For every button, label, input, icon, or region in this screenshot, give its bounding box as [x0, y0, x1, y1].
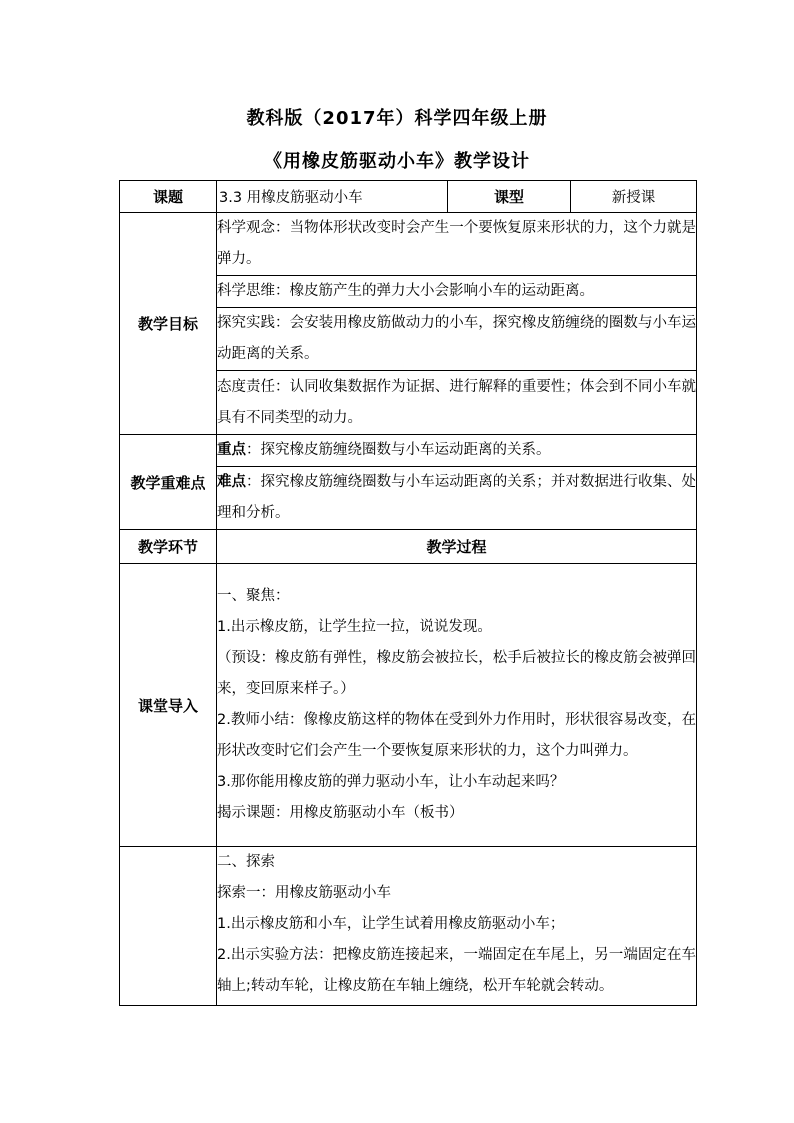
objective-row	[120, 213, 697, 276]
header-row	[120, 181, 697, 213]
document-title: 教科版（2017年）科学四年级上册	[246, 108, 548, 129]
explore-row	[120, 847, 697, 1006]
topic-label: 课题	[120, 181, 217, 213]
process-header-row	[120, 530, 697, 564]
explore-content	[217, 847, 697, 1006]
stage-header: 教学环节	[120, 530, 217, 564]
intro-label: 课堂导入	[120, 564, 217, 847]
explore-line: 二、探索	[217, 854, 275, 870]
key-point-row	[120, 435, 697, 467]
intro-content	[217, 564, 697, 847]
intro-line: （预设：橡皮筋有弹性，橡皮筋会被拉长，松手后被拉长的橡皮筋会被弹回来，变回原来样子。）	[217, 650, 696, 697]
intro-row	[120, 564, 697, 847]
difficult-point-item	[217, 467, 697, 530]
key-point-text: ：探究橡皮筋缠绕圈数与小车运动距离的关系。	[246, 442, 551, 458]
explore-label	[120, 847, 217, 1006]
key-point-item	[217, 435, 697, 467]
difficult-point-tag: 难点	[217, 474, 247, 490]
intro-line: 一、聚焦：	[217, 588, 290, 604]
objective-item: 科学思维：橡皮筋产生的弹力大小会影响小车的运动距离。	[217, 276, 697, 308]
explore-line: 1.出示橡皮筋和小车，让学生试着用橡皮筋驱动小车；	[217, 916, 565, 932]
key-point-tag: 重点	[217, 442, 246, 458]
objective-item: 科学观念：当物体形状改变时会产生一个要恢复原来形状的力，这个力就是弹力。	[217, 213, 697, 276]
objective-item: 探究实践：会安装用橡皮筋做动力的小车，探究橡皮筋缠绕的圈数与小车运动距离的关系。	[217, 308, 697, 371]
topic-value: 3.3 用橡皮筋驱动小车	[217, 181, 448, 213]
intro-line: 1.出示橡皮筋，让学生拉一拉，说说发现。	[217, 619, 492, 635]
intro-line: 3.那你能用橡皮筋的弹力驱动小车，让小车动起来吗？	[217, 774, 565, 790]
intro-line: 揭示课题：用橡皮筋驱动小车（板书）	[217, 805, 464, 821]
difficult-point-text: ：探究橡皮筋缠绕圈数与小车运动距离的关系；并对数据进行收集、处理和分析。	[217, 474, 696, 521]
type-label: 课型	[448, 181, 571, 213]
explore-line: 2.出示实验方法：把橡皮筋连接起来，一端固定在车尾上，另一端固定在车轴上;转动车轮，让橡皮筋在车轴上缠绕，松开车轮就会转动。	[217, 947, 696, 994]
type-value: 新授课	[571, 181, 697, 213]
explore-line: 探索一：用橡皮筋驱动小车	[217, 885, 391, 901]
objectives-label: 教学目标	[120, 213, 217, 435]
document-subtitle: 《用橡皮筋驱动小车》教学设计	[264, 151, 530, 172]
key-points-label: 教学重难点	[120, 435, 217, 530]
objective-item: 态度责任：认同收集数据作为证据、进行解释的重要性；体会到不同小车就具有不同类型的动力。	[217, 371, 697, 435]
lesson-plan-table	[119, 180, 697, 1006]
intro-line: 2.教师小结：像橡皮筋这样的物体在受到外力作用时，形状很容易改变，在形状改变时它们会产生一个要恢复原来形状的力，这个力叫弹力。	[217, 712, 696, 759]
process-header: 教学过程	[217, 530, 697, 564]
